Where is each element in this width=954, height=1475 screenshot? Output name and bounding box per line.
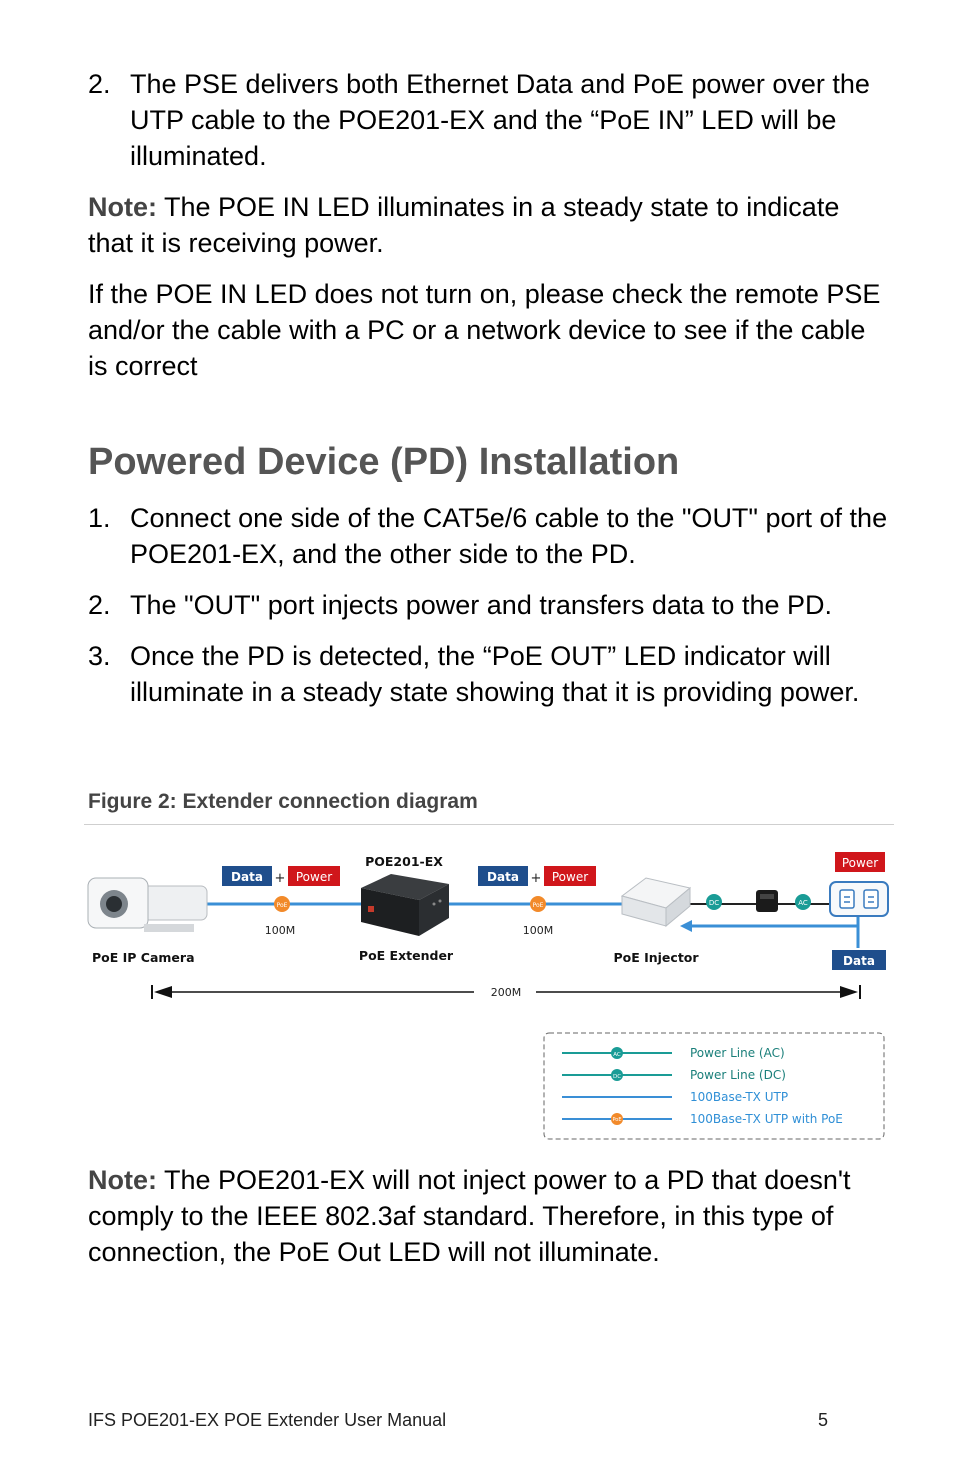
extender-label: PoE Extender — [358, 948, 454, 963]
caption-divider — [84, 824, 894, 825]
list-number: 1. — [88, 503, 111, 533]
data-tag-left-text: Data — [231, 870, 263, 884]
legend-utp-poe-label: 100Base-TX UTP with PoE — [690, 1112, 843, 1126]
extender-icon — [361, 874, 449, 936]
legend-poe-badge-text: PoE — [612, 1117, 622, 1123]
pd-step-3 — [88, 638, 888, 710]
plus-right: + — [530, 871, 542, 886]
list-number: 2. — [88, 590, 111, 620]
power-tag-left-text: Power — [295, 870, 333, 884]
legend-ac-badge-text: AC — [613, 1052, 621, 1058]
note-label: Note: — [88, 1165, 157, 1195]
list-text: The PSE delivers both Ethernet Data and PoE power over the UTP cable to the POE201-EX and the “PoE IN” LED will be illuminated. — [130, 69, 870, 171]
note-ieee — [88, 1162, 888, 1270]
power-tag-right-text: Power — [551, 870, 589, 884]
legend-ac-label: Power Line (AC) — [690, 1046, 785, 1060]
data-utp-line — [684, 916, 858, 926]
note-text: The POE IN LED illuminates in a steady state to indicate that it is receiving power. — [88, 192, 840, 258]
note-poe-in — [88, 189, 888, 261]
list-text: Connect one side of the CAT5e/6 cable to the "OUT" port of the POE201-EX, and the other side to the PD. — [130, 503, 888, 569]
dimension-left-arrow — [154, 986, 172, 998]
dc-badge-text: DC — [708, 899, 720, 907]
poe-badge-right-text: PoE — [532, 902, 544, 909]
data-tag-right-text: Data — [487, 870, 519, 884]
camera-label: PoE IP Camera — [92, 950, 195, 965]
total-distance: 200M — [490, 986, 522, 999]
segment-left-distance: 100M — [264, 924, 296, 937]
poe-badge-left-text: PoE — [276, 902, 288, 909]
camera-icon — [88, 878, 207, 932]
legend-utp-label: 100Base-TX UTP — [690, 1090, 789, 1104]
list-text: The "OUT" port injects power and transfers data to the PD. — [130, 590, 832, 620]
segment-right-distance: 100M — [522, 924, 554, 937]
legend-dc-badge-text: DC — [612, 1074, 622, 1080]
outlet-data-text: Data — [843, 954, 875, 968]
wall-outlet-icon — [830, 882, 888, 916]
data-arrow-icon — [680, 920, 692, 932]
note-text: The POE201-EX will not inject power to a PD that doesn't comply to the IEEE 802.3af standard. Therefore, in this type of connection, the PoE Out LED will not illuminate. — [88, 1165, 851, 1267]
figure-caption: Figure 2: Extender connection diagram — [88, 790, 478, 813]
injector-label: PoE Injector — [613, 950, 699, 965]
footer-title: IFS POE201-EX POE Extender User Manual — [88, 1410, 447, 1430]
list-number: 2. — [88, 69, 111, 99]
section-title: Powered Device (PD) Installation — [88, 441, 680, 483]
device-model-label: POE201-EX — [365, 854, 443, 869]
plus-left: + — [274, 871, 286, 886]
paragraph-check-cable: If the POE IN LED does not turn on, please check the remote PSE and/or the cable with a PC or a network device to see if the cable is correct — [88, 279, 881, 381]
legend-dc-label: Power Line (DC) — [690, 1068, 786, 1082]
injector-icon — [622, 878, 690, 926]
dimension-right-arrow — [840, 986, 858, 998]
pse-step-2 — [88, 66, 888, 174]
page-number: 5 — [818, 1410, 829, 1430]
list-number: 3. — [88, 641, 111, 671]
ac-badge-text: AC — [798, 899, 808, 907]
pd-step-2 — [88, 587, 888, 623]
list-text: Once the PD is detected, the “PoE OUT” LED indicator will illuminate in a steady state showing that it is providing power. — [130, 641, 860, 707]
extender-connection-diagram — [84, 844, 894, 1144]
pd-step-1 — [88, 500, 888, 572]
outlet-power-text: Power — [841, 856, 879, 870]
power-adapter-icon — [756, 890, 778, 912]
note-label: Note: — [88, 192, 157, 222]
